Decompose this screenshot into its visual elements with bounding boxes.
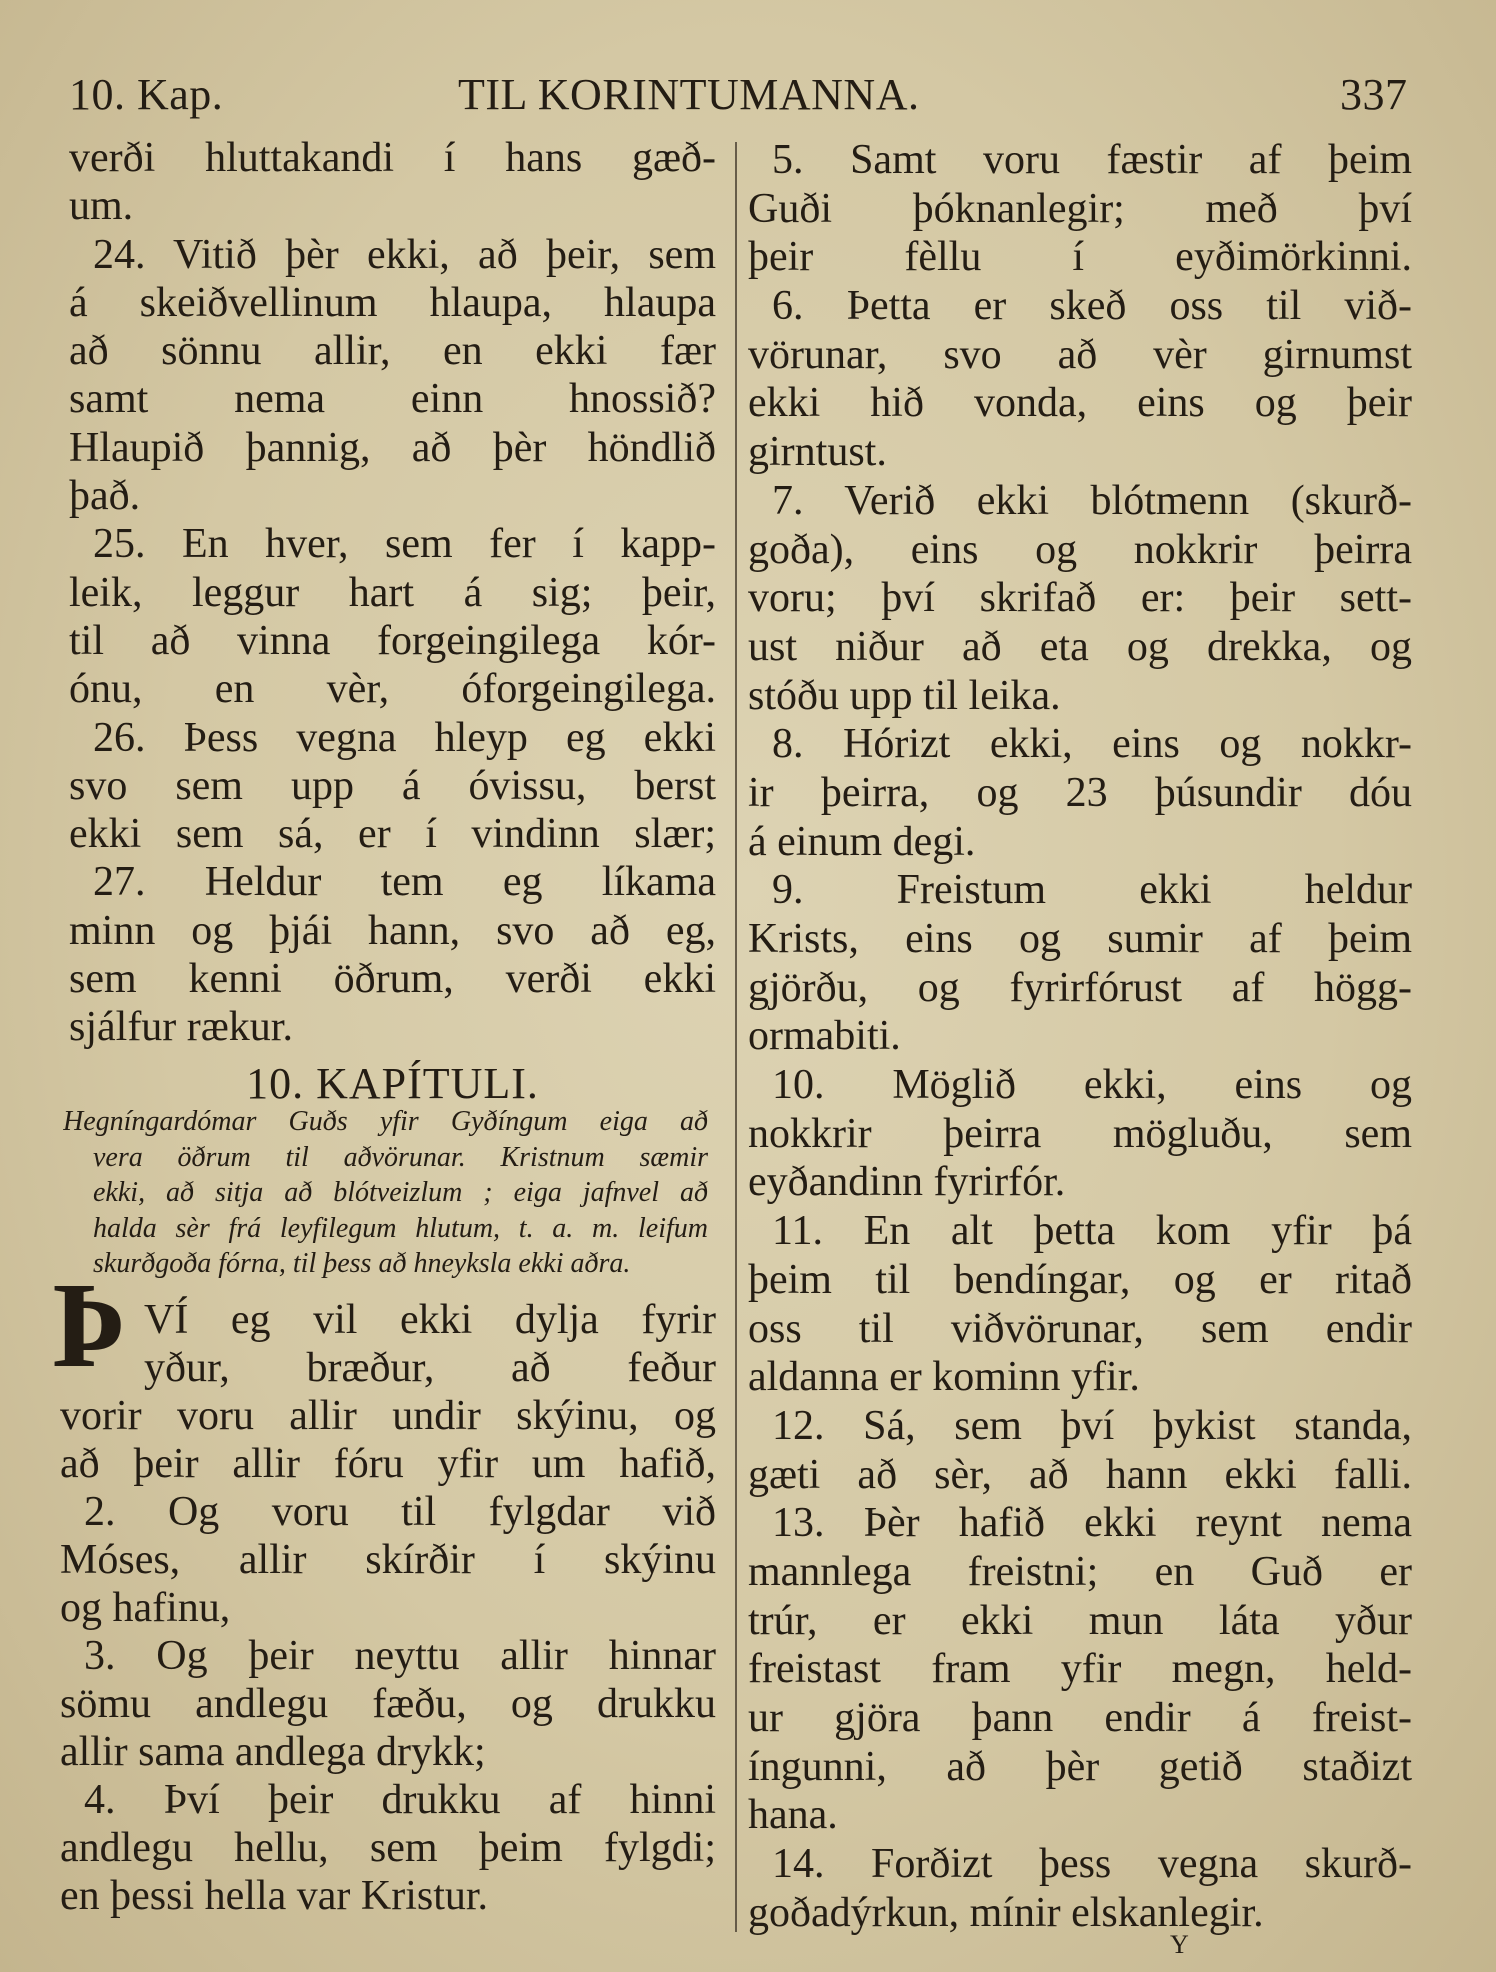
text-line: ekki, að sitja að blótveizlum ; eiga jafnvel að bbox=[93, 1177, 708, 1208]
text-line: freistast fram yfir megn, held- bbox=[748, 1646, 1412, 1693]
text-line: goða), eins og nokkrir þeirra bbox=[748, 526, 1412, 573]
text-line: samt nema einn hnossið? bbox=[69, 376, 716, 423]
text-line: Krists, eins og sumir af þeim bbox=[748, 916, 1412, 962]
text-line: á skeiðvellinum hlaupa, hlaupa bbox=[69, 279, 716, 326]
text-line: vorir voru allir undir skýinu, og bbox=[60, 1393, 716, 1439]
text-line: oss til viðvörunar, sem endir bbox=[748, 1305, 1412, 1352]
text-line: Guði þóknanlegir; með því bbox=[748, 185, 1412, 232]
text-line: halda sèr frá leyfilegum hlutum, t. a. m. leifum bbox=[93, 1212, 708, 1244]
text-line: gæti að sèr, að hann ekki falli. bbox=[748, 1451, 1412, 1498]
text-line: 4. Því þeir drukku af hinni bbox=[84, 1777, 716, 1823]
text-line: svo sem upp á óvissu, berst bbox=[69, 762, 716, 809]
text-line: að þeir allir fóru yfir um hafið, bbox=[60, 1441, 716, 1487]
text-line: verði hluttakandi í hans gæð- bbox=[69, 135, 716, 181]
text-line: 25. En hver, sem fer í kapp- bbox=[93, 521, 716, 568]
text-line: 5. Samt voru fæstir af þeim bbox=[772, 137, 1412, 183]
text-line: ormabiti. bbox=[748, 1013, 901, 1060]
text-line: skurðgoða fórna, til þess að hneyksla ekki aðra. bbox=[93, 1248, 631, 1279]
text-line: það. bbox=[69, 473, 141, 520]
text-line: 11. En alt þetta kom yfir þá bbox=[772, 1208, 1412, 1255]
text-line: minn og þjái hann, svo að eg, bbox=[69, 907, 716, 954]
text-line: yður, bræður, að feður bbox=[144, 1345, 716, 1391]
text-line: 24. Vitið þèr ekki, að þeir, sem bbox=[93, 231, 716, 278]
text-line: sömu andlegu fæðu, og drukku bbox=[60, 1681, 716, 1727]
text-line: Hegníngardómar Guðs yfir Gyðíngum eiga að bbox=[63, 1106, 708, 1137]
drop-cap: Þ bbox=[52, 1258, 127, 1393]
text-line: 2. Og voru til fylgdar við bbox=[84, 1489, 716, 1535]
text-line: trúr, er ekki mun láta yður bbox=[748, 1597, 1412, 1644]
text-line: sjálfur rækur. bbox=[69, 1004, 293, 1051]
text-line: 3. Og þeir neyttu allir hinnar bbox=[84, 1633, 716, 1679]
text-line: 9. Freistum ekki heldur bbox=[772, 867, 1412, 914]
page-number: 337 bbox=[1340, 70, 1408, 119]
text-line: á einum degi. bbox=[748, 818, 976, 865]
text-line: nokkrir þeirra mögluðu, sem bbox=[748, 1110, 1412, 1157]
text-line: vera öðrum til aðvörunar. Kristnum sæmir bbox=[93, 1141, 708, 1173]
text-line: ur gjöra þann endir á freist- bbox=[748, 1695, 1412, 1741]
text-line: ónu, en vèr, óforgeingilega. bbox=[69, 666, 716, 713]
text-line: þeir fèllu í eyðimörkinni. bbox=[748, 234, 1412, 281]
text-line: VÍ eg vil ekki dylja fyrir bbox=[144, 1297, 716, 1343]
text-line: ust niður að eta og drekka, og bbox=[748, 623, 1412, 670]
text-line: til að vinna forgeingilega kór- bbox=[69, 617, 716, 664]
text-line: 26. Þess vegna hleyp eg ekki bbox=[93, 714, 716, 761]
text-line: girntust. bbox=[748, 429, 887, 476]
text-line: 27. Heldur tem eg líkama bbox=[93, 859, 716, 906]
text-line: 14. Forðizt þess vegna skurð- bbox=[772, 1841, 1412, 1888]
text-line: 8. Hórizt ekki, eins og nokkr- bbox=[772, 721, 1412, 768]
signature-mark: Y bbox=[1170, 1930, 1189, 1959]
text-line: stóðu upp til leika. bbox=[748, 672, 1061, 719]
text-line: allir sama andlega drykk; bbox=[60, 1729, 486, 1775]
text-line: leik, leggur hart á sig; þeir, bbox=[69, 569, 716, 616]
text-line: eyðandinn fyrirfór. bbox=[748, 1159, 1066, 1206]
text-line: sem kenni öðrum, verði ekki bbox=[69, 956, 716, 1003]
text-line: Móses, allir skírðir í skýinu bbox=[60, 1537, 716, 1583]
text-line: að sönnu allir, en ekki fær bbox=[69, 328, 716, 375]
text-line: ekki sem sá, er í vindinn slær; bbox=[69, 811, 716, 858]
text-line: mannlega freistni; en Guð er bbox=[748, 1548, 1412, 1595]
text-line: ekki hið vonda, eins og þeir bbox=[748, 380, 1412, 427]
text-line: voru; því skrifað er: þeir sett- bbox=[748, 575, 1412, 622]
running-head-chapter: 10. Kap. bbox=[69, 70, 224, 119]
chapter-summary bbox=[63, 1104, 708, 1282]
right-column-text bbox=[748, 136, 1412, 1937]
column-divider bbox=[735, 142, 737, 1932]
text-line: hana. bbox=[748, 1792, 838, 1839]
text-line: 7. Verið ekki blótmenn (skurð- bbox=[772, 477, 1412, 524]
text-line: 12. Sá, sem því þykist standa, bbox=[772, 1402, 1412, 1449]
text-line: ir þeirra, og 23 þúsundir dóu bbox=[748, 769, 1412, 816]
text-line: goðadýrkun, mínir elskanlegir. bbox=[748, 1889, 1264, 1936]
text-line: en þessi hella var Kristur. bbox=[60, 1873, 489, 1919]
text-line: um. bbox=[69, 183, 134, 230]
text-line: vörunar, svo að vèr girnumst bbox=[748, 331, 1412, 378]
chapter-heading: 10. KAPÍTULI. bbox=[246, 1059, 539, 1108]
text-line: og hafinu, bbox=[60, 1585, 231, 1631]
left-column-text-continued bbox=[60, 1296, 716, 1920]
text-line: þeim til bendíngar, og er ritað bbox=[748, 1256, 1412, 1303]
text-line: Hlaupið þannig, að þèr höndlið bbox=[69, 424, 716, 471]
text-line: 6. Þetta er skeð oss til við- bbox=[772, 283, 1412, 330]
text-line: gjörðu, og fyrirfórust af högg- bbox=[748, 964, 1412, 1011]
text-line: íngunni, að þèr getið staðizt bbox=[748, 1743, 1412, 1790]
text-line: 10. Möglið ekki, eins og bbox=[772, 1062, 1412, 1109]
running-head-title: TIL KORINTUMANNA. bbox=[458, 70, 920, 119]
left-column-text bbox=[69, 134, 716, 1052]
text-line: aldanna er kominn yfir. bbox=[748, 1354, 1140, 1401]
text-line: andlegu hellu, sem þeim fylgdi; bbox=[60, 1825, 716, 1871]
text-line: 13. Þèr hafið ekki reynt nema bbox=[772, 1500, 1412, 1547]
